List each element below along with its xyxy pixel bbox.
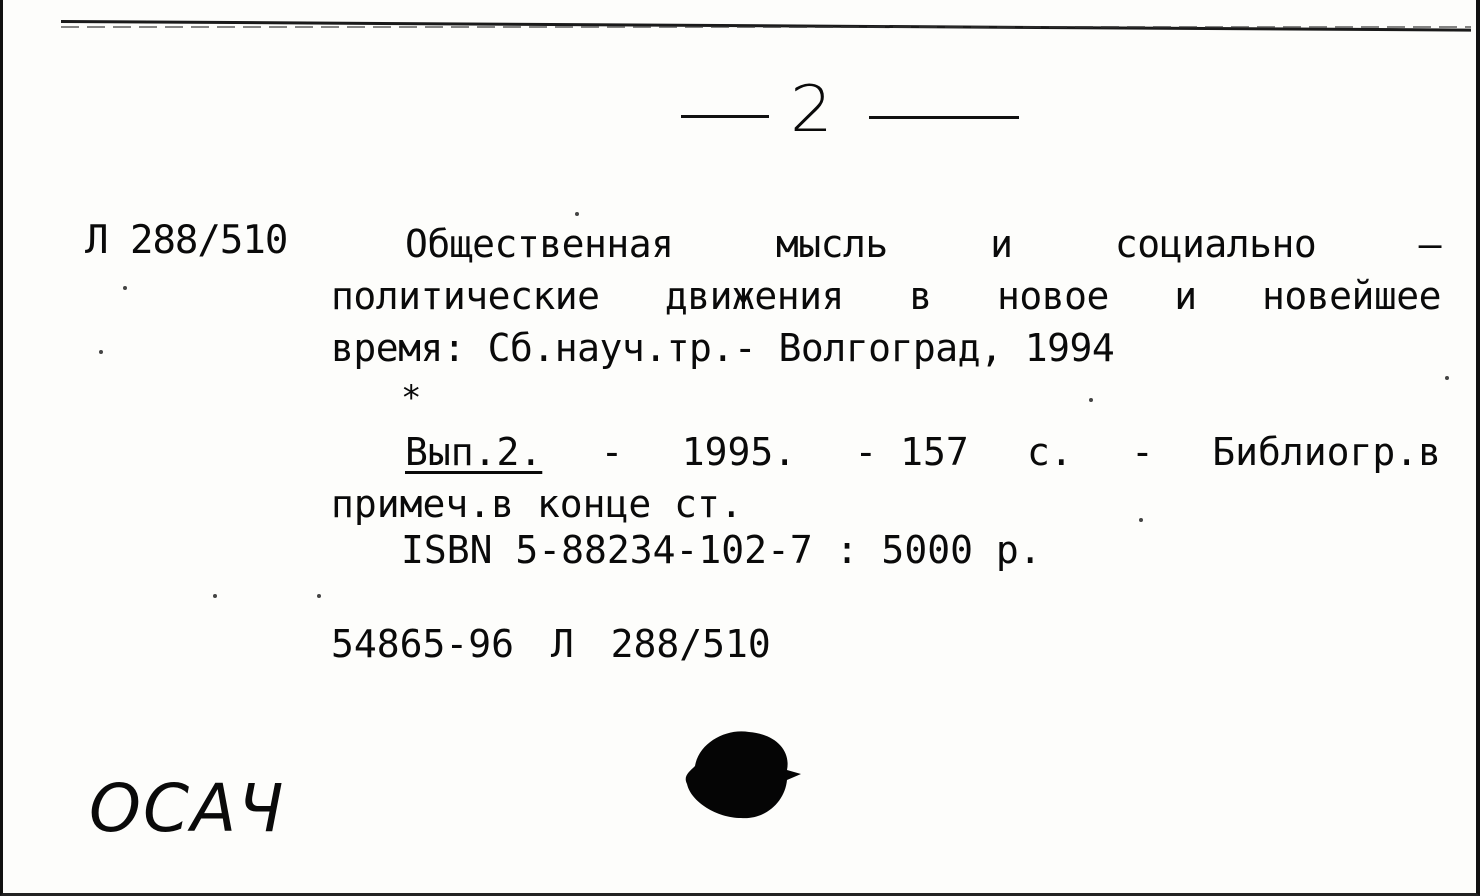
speck — [123, 286, 127, 290]
title-word: движения — [664, 274, 844, 318]
title-entry — [331, 218, 1441, 374]
title-word: и — [1174, 274, 1197, 318]
volume-number: Вып.2. — [405, 430, 543, 474]
volume-part: - 157 — [854, 430, 969, 474]
title-word: Общественная — [405, 222, 674, 266]
speck — [213, 594, 217, 598]
speck — [1139, 518, 1143, 522]
volume-line-2 — [331, 478, 1441, 530]
title-line-1 — [331, 218, 1441, 270]
title-line-3 — [331, 322, 1441, 374]
isbn-line: ISBN 5-88234-102-7 : 5000 р. — [401, 528, 1042, 572]
handwritten-note: ОСАЧ — [89, 770, 286, 847]
volume-entry — [331, 426, 1441, 530]
speck — [99, 350, 103, 354]
page-number-value: 2 — [789, 73, 833, 147]
volume-part: - — [1131, 430, 1154, 474]
volume-part: с. — [1027, 430, 1073, 474]
speck — [317, 594, 321, 598]
title-word: – — [1418, 222, 1441, 266]
volume-part: 1995. — [681, 430, 797, 474]
page-number-dash-right — [869, 116, 1019, 119]
asterisk-mark: * — [401, 378, 422, 418]
volume-part: Библиогр.в — [1212, 430, 1441, 474]
accession-number: 54865-96 Л 288/510 — [331, 622, 771, 666]
title-line-2 — [331, 270, 1441, 322]
title-imprint: время: Сб.науч.тр.- Волгоград, 1994 — [331, 326, 1115, 370]
title-word: новое — [997, 274, 1109, 318]
page-number — [673, 70, 1033, 150]
volume-line-1 — [331, 426, 1441, 478]
title-word: мысль — [775, 222, 888, 266]
title-word: социально — [1114, 222, 1317, 266]
title-word: политические — [331, 274, 600, 318]
shelfmark: Л 288/510 — [85, 218, 288, 263]
title-word: и — [990, 222, 1013, 266]
volume-note: примеч.в конце ст. — [331, 482, 743, 526]
title-word: в — [909, 274, 932, 318]
volume-part: - — [600, 430, 624, 474]
title-word: новейшее — [1261, 274, 1441, 318]
speck — [1445, 376, 1449, 380]
speck — [575, 212, 579, 216]
speck — [1089, 398, 1093, 402]
punch-hole — [683, 728, 803, 822]
page-number-dash-left — [681, 115, 769, 118]
top-border-dashes — [61, 26, 1471, 28]
